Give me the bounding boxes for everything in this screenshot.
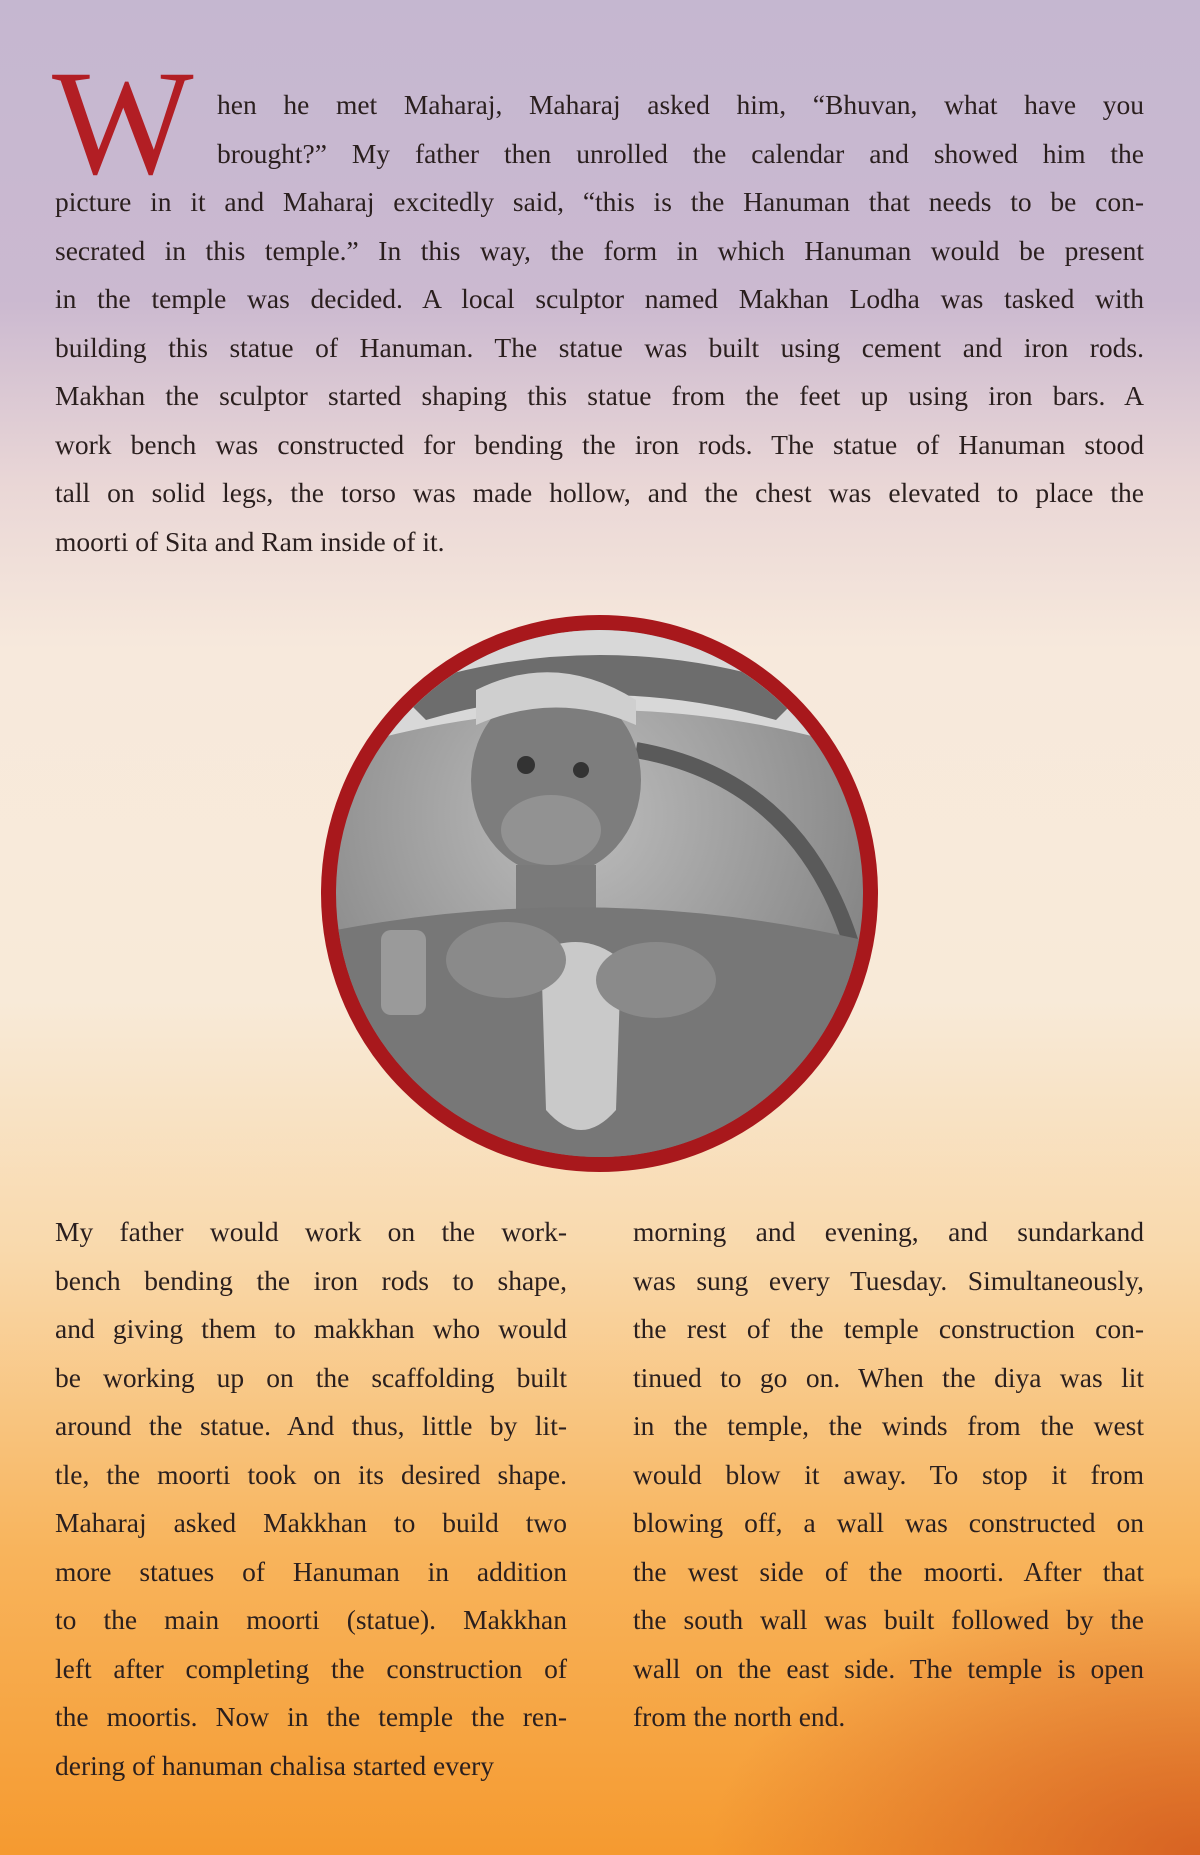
text-line: around the statue. And thus, little by lit- (55, 1410, 567, 1441)
text-line: moorti of Sita and Ram inside of it. (55, 525, 445, 557)
text-line: in the temple, the winds from the west (633, 1410, 1144, 1441)
text-line: bench bending the iron rods to shape, (55, 1264, 567, 1296)
text-line: Makhan the sculptor started shaping this statue from the feet up using iron bars. A (55, 380, 1144, 411)
text-line: secrated in this temple.” In this way, the form in which Hanuman would be present (55, 234, 1144, 266)
text-line: left after completing the construction of (55, 1652, 567, 1684)
text-line: and giving them to makkhan who would (55, 1313, 567, 1344)
text-line: building this statue of Hanuman. The statue was built using cement and iron rods. (55, 331, 1144, 363)
text-line: brought?” My father then unrolled the calendar and showed him the (217, 137, 1144, 169)
text-line: was sung every Tuesday. Simultaneously, (633, 1264, 1144, 1296)
text-line: wall on the east side. The temple is open (633, 1652, 1144, 1684)
text-line: blowing off, a wall was constructed on (633, 1507, 1144, 1538)
text-line: the south wall was built followed by the (633, 1604, 1144, 1635)
text-line: in the temple was decided. A local sculptor named Makhan Lodha was tasked with (55, 283, 1144, 314)
text-line: morning and evening, and sundarkand (633, 1216, 1144, 1247)
text-line: hen he met Maharaj, Maharaj asked him, “Bhuvan, what have you (217, 89, 1144, 120)
text-line: be working up on the scaffolding built (55, 1361, 567, 1393)
text-line: tle, the moorti took on its desired shape. (55, 1458, 567, 1490)
hanuman-statue-photo (321, 615, 878, 1172)
text-line: Maharaj asked Makkhan to build two (55, 1507, 567, 1538)
text-line: tall on solid legs, the torso was made hollow, and the chest was elevated to place the (55, 477, 1144, 508)
text-line: dering of hanuman chalisa started every (55, 1749, 495, 1781)
text-line: tinued to go on. When the diya was lit (633, 1361, 1144, 1393)
text-line: the west side of the moorti. After that (633, 1555, 1144, 1587)
text-line: would blow it away. To stop it from (633, 1458, 1144, 1490)
text-line: picture in it and Maharaj excitedly said, “this is the Hanuman that needs to be con- (55, 186, 1144, 217)
text-line: more statues of Hanuman in addition (55, 1555, 567, 1587)
text-line: work bench was constructed for bending the iron rods. The statue of Hanuman stood (55, 428, 1144, 460)
statue-illustration (336, 630, 863, 1157)
text-line: to the main moorti (statue). Makkhan (55, 1604, 567, 1635)
drop-cap: W (52, 40, 194, 206)
text-line: My father would work on the work- (55, 1216, 567, 1247)
text-line: the rest of the temple construction con- (633, 1313, 1144, 1344)
text-line: the moortis. Now in the temple the ren- (55, 1701, 567, 1732)
text-line: from the north end. (633, 1701, 846, 1732)
